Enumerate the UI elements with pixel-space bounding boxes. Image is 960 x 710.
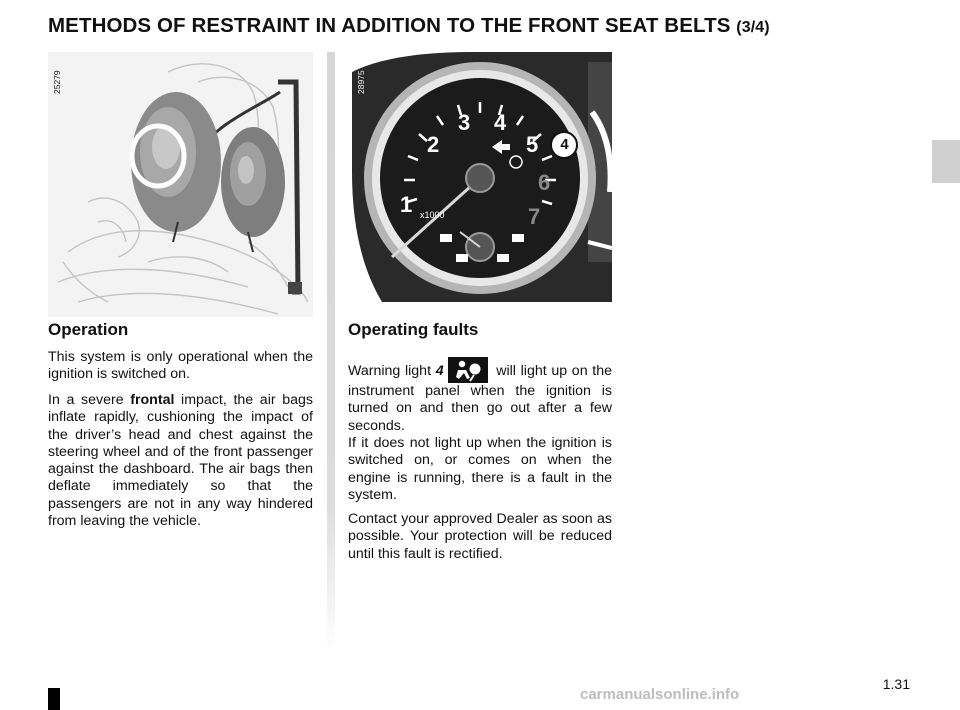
text-run: Warning light: [348, 363, 436, 379]
section-tab: [932, 140, 960, 183]
page-title-part: (3/4): [736, 19, 770, 36]
operation-paragraph: [48, 392, 313, 530]
gauge-unit: x1000: [420, 210, 445, 220]
page-number: 1.31: [882, 676, 910, 692]
column-divider: [327, 52, 335, 652]
airbag-warning-icon: [448, 357, 488, 383]
operation-paragraph: This system is only operational when the ignition is switched on.: [48, 349, 313, 383]
page-title: [48, 14, 770, 38]
instrument-panel-illustration: [352, 52, 612, 302]
text-run: In a severe: [48, 392, 131, 408]
gauge-number: 1: [400, 192, 413, 217]
airbag-drawing: [48, 52, 313, 317]
gauge-number: 6: [538, 170, 551, 195]
gauge-number: 4: [494, 110, 507, 135]
gauge-number: 3: [458, 110, 471, 135]
faults-heading: Operating faults: [348, 320, 479, 339]
gauge-number: 7: [528, 204, 541, 229]
gauge-number: 5: [526, 132, 539, 157]
text-run: will light up on the instrument panel when the ignition is turned on and then go out after a few seconds.: [348, 363, 612, 434]
operation-heading: Operation: [48, 320, 129, 339]
tachometer-drawing: [352, 52, 612, 302]
faults-paragraph: Contact your approved Dealer as soon as possible. Your protection will be reduced until this fault is rectified.: [348, 511, 612, 562]
watermark: carmanualsonline.info: [580, 686, 740, 703]
warning-light-ref: 4: [435, 363, 444, 379]
text-run: impact, the air bags inflate rapidly, cushioning the impact of the driver’s head and chest against the steering wheel and of the front passenger against the dashboard. The air bags then deflate immediately so that the passengers are not in any way hindered from leaving the vehicle.: [48, 392, 313, 530]
emphasis-text: frontal: [130, 392, 175, 408]
airbag-illustration: [48, 52, 313, 317]
faults-paragraph: If it does not light up when the ignition is switched on, or comes on when the engine is running, there is a fault in the system.: [348, 435, 612, 503]
figure-id: 25279: [52, 70, 62, 94]
callout-number: 4: [560, 136, 569, 153]
page-title-text: METHODS OF RESTRAINT IN ADDITION TO THE FRONT SEAT BELTS: [48, 14, 731, 37]
gauge-number: 2: [427, 132, 440, 157]
figure-id: 28975: [356, 70, 366, 94]
faults-paragraph: [348, 357, 612, 435]
corner-mark: [48, 688, 60, 710]
